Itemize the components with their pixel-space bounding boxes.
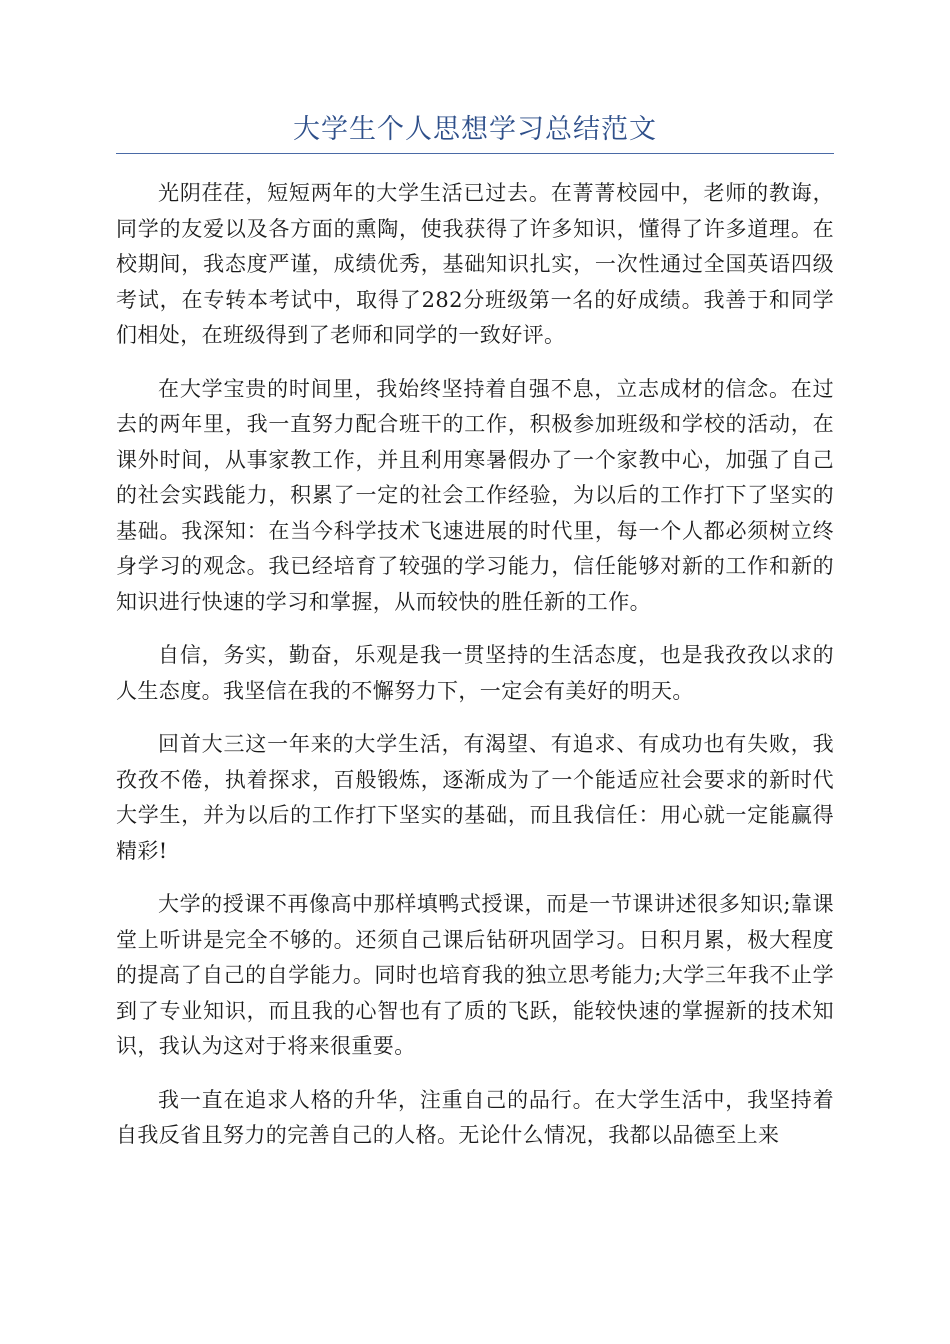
title-underline (116, 153, 834, 154)
document-title: 大学生个人思想学习总结范文 (293, 114, 657, 145)
paragraph: 自信，务实，勤奋，乐观是我一贯坚持的生活态度，也是我孜孜以求的人生态度。我坚信在我的不懈努力下，一定会有美好的明天。 (116, 643, 834, 703)
paragraph: 大学的授课不再像高中那样填鸭式授课，而是一节课讲述很多知识;靠课堂上听讲是完全不够的。还须自己课后钻研巩固学习。日积月累，极大程度的提高了自己的自学能力。同时也培育我的独立思考能力;大学三年我不止学到了专业知识，而且我的心智也有了质的飞跃，能较快速的掌握新的技术知识，我认为这对于将来很重要。 (116, 892, 834, 1058)
paragraph: 在大学宝贵的时间里，我始终坚持着自强不息，立志成材的信念。在过去的两年里，我一直努力配合班干的工作，积极参加班级和学校的活动，在课外时间，从事家教工作，并且利用寒暑假办了一个家教中心，加强了自己的社会实践能力，积累了一定的社会工作经验，为以后的工作打下了坚实的基础。我深知：在当今科学技术飞速进展的时代里，每一个人都必须树立终身学习的观念。我已经培育了较强的学习能力，信任能够对新的工作和新的知识进行快速的学习和掌握，从而较快的胜任新的工作。 (116, 376, 834, 614)
paragraph: 光阴荏荏，短短两年的大学生活已过去。在菁菁校园中，老师的教诲，同学的友爱以及各方面的熏陶，使我获得了许多知识，懂得了许多道理。在校期间，我态度严谨，成绩优秀，基础知识扎实，一次性通过全国英语四级考试，在专转本考试中，取得了282分班级第一名的好成绩。我善于和同学们相处，在班级得到了老师和同学的一致好评。 (116, 181, 834, 347)
paragraph: 我一直在追求人格的升华，注重自己的品行。在大学生活中，我坚持着自我反省且努力的完善自己的人格。无论什么情况，我都以品德至上来 (116, 1087, 834, 1147)
document-body (116, 176, 834, 1172)
paragraph: 回首大三这一年来的大学生活，有渴望、有追求、有成功也有失败，我孜孜不倦，执着探求，百般锻炼，逐渐成为了一个能适应社会要求的新时代大学生，并为以后的工作打下坚实的基础，而且我信任：用心就一定能赢得精彩! (116, 732, 834, 863)
